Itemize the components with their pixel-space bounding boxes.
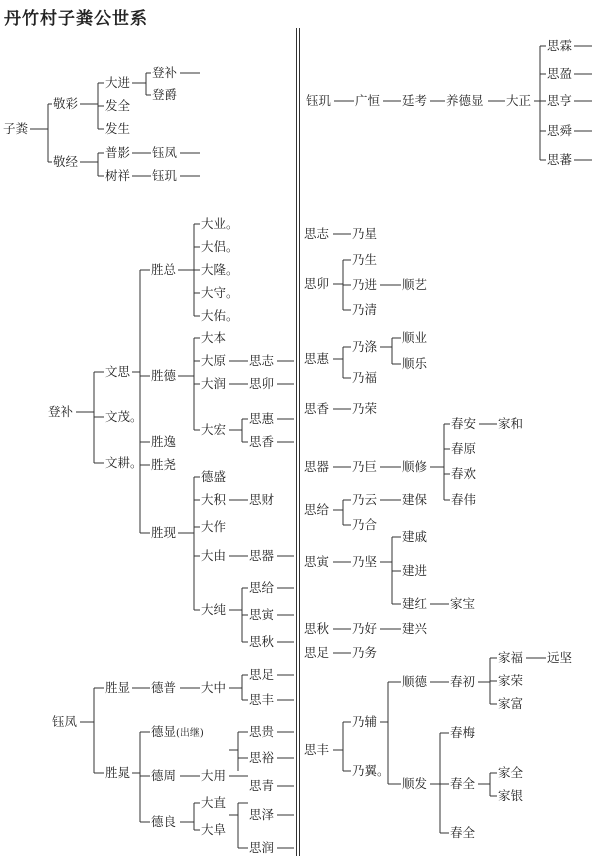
node-naijin: 乃进 (352, 277, 378, 292)
node-sixiang-left: 思香 (249, 434, 275, 449)
node-simao-left: 思卯 (249, 376, 275, 391)
node-shengkun: 胜晁 (105, 765, 131, 780)
node-deliang: 德良 (151, 814, 177, 829)
node-dengjue: 登爵 (152, 87, 178, 102)
node-chunyuan: 春原 (451, 441, 477, 456)
node-chain-0: 钰玑 (306, 93, 332, 108)
node-shuxiang: 树祥 (105, 168, 131, 183)
node-jiarong: 家荣 (498, 673, 524, 688)
node-sihui: 思惠 (304, 351, 330, 366)
node-chunmei: 春梅 (450, 725, 476, 740)
node-chunquan-2: 春全 (450, 825, 476, 840)
node-naiwu: 乃务 (352, 645, 378, 660)
node-sigui-left: 思贵 (249, 724, 275, 739)
node-dazhong: 大中 (201, 680, 227, 695)
node-puying: 普影 (105, 145, 131, 160)
node-shunfa: 顺发 (402, 776, 428, 791)
node-sifeng-left: 思丰 (249, 692, 275, 707)
node-naixing: 乃星 (352, 226, 378, 241)
node-faquan: 发全 (105, 98, 131, 113)
node-dezhou: 德周 (151, 768, 177, 783)
node-daben: 大本 (201, 330, 227, 345)
node-si-list-1: 思盈 (547, 66, 573, 81)
node-shunye: 顺业 (402, 330, 428, 345)
node-shengxian: 胜现 (151, 525, 177, 540)
node-shunle: 顺乐 (402, 356, 428, 371)
node-siqiu: 思秋 (304, 621, 330, 636)
node-yuanjian: 远坚 (547, 650, 573, 665)
node-siqi: 思器 (304, 459, 330, 474)
node-naijian: 乃坚 (352, 554, 378, 569)
node-chunchu: 春初 (450, 674, 476, 689)
node-chunan: 春安 (451, 416, 477, 431)
node-shengxian-2: 胜显 (105, 680, 131, 695)
node-jiancheng: 建戚 (402, 529, 428, 544)
node-jianjin: 建进 (402, 563, 428, 578)
node-siqiu-left: 思秋 (249, 634, 275, 649)
node-sigei: 思给 (304, 502, 330, 517)
node-dengbu-1: 登补 (152, 65, 178, 80)
node-yufeng-1: 钰凤 (152, 145, 178, 160)
node-dashou: 大守。 (201, 285, 239, 300)
node-dazuo: 大作 (201, 519, 227, 534)
node-yuwan-1: 钰玑 (152, 168, 178, 183)
node-jiahe: 家和 (498, 416, 524, 431)
node-wengeng: 文耕。 (105, 455, 143, 470)
node-chain-1: 广恒 (355, 93, 381, 108)
node-dalong: 大隆。 (201, 262, 239, 277)
node-sihui-left: 思惠 (249, 411, 275, 426)
node-nairong: 乃荣 (352, 401, 378, 416)
node-chunwei: 春伟 (451, 492, 477, 507)
node-sizhi: 思志 (304, 226, 330, 241)
node-sicai: 思财 (249, 492, 275, 507)
node-dayou-2: 大由 (201, 548, 227, 563)
node-sigei-left: 思给 (249, 580, 275, 595)
node-siyin-left: 思寅 (249, 607, 275, 622)
node-jingcai: 敬彩 (53, 96, 79, 111)
node-jiafu-2: 家富 (498, 696, 524, 711)
node-dayong: 大用 (201, 768, 227, 783)
node-daji: 大积 (201, 492, 227, 507)
node-wenmao: 文茂。 (105, 409, 143, 424)
node-darun: 大润 (201, 376, 227, 391)
node-dayou: 大佑。 (201, 308, 239, 323)
node-dachun: 大纯 (201, 602, 227, 617)
node-wensi: 文思 (105, 364, 131, 379)
node-shunxiu: 顺修 (402, 459, 428, 474)
node-dayuan: 大原 (201, 353, 227, 368)
node-jiaquan: 家全 (498, 765, 524, 780)
node-siqing-left: 思青 (249, 778, 275, 793)
node-chain-4: 大正 (506, 93, 532, 108)
node-sizhi-left: 思志 (249, 353, 275, 368)
node-si-list-2: 思亨 (547, 93, 573, 108)
node-siqi-left: 思器 (249, 548, 275, 563)
node-daye: 大业。 (201, 216, 239, 231)
node-si-list-0: 思霖 (547, 38, 573, 53)
node-simao: 思卯 (304, 276, 330, 291)
node-siyin: 思寅 (304, 554, 330, 569)
node-si-list-3: 思舜 (547, 123, 573, 138)
node-size-left: 思泽 (249, 807, 275, 822)
node-jianhong: 建红 (402, 596, 428, 611)
node-siyu-left: 思裕 (249, 750, 275, 765)
node-daping: 大阜 (201, 822, 227, 837)
node-sixiang: 思香 (304, 401, 330, 416)
node-desheng: 德盛 (201, 469, 227, 484)
node-naiyun: 乃云 (352, 492, 378, 507)
node-shengde: 胜德 (151, 368, 177, 383)
node-jiabao: 家宝 (450, 596, 476, 611)
node-chain-3: 养德显 (446, 93, 484, 108)
node-shunde: 顺德 (402, 674, 428, 689)
node-chain-2: 廷考 (402, 93, 428, 108)
node-naiqing: 乃清 (352, 302, 378, 317)
node-naiju: 乃巨 (352, 459, 378, 474)
node-jingjing: 敬经 (53, 154, 79, 169)
node-jiayin: 家银 (498, 788, 524, 803)
node-naihe: 乃合 (352, 517, 378, 532)
node-shengyao: 胜尧 (151, 457, 177, 472)
node-dahong: 大宏 (201, 422, 227, 437)
node-jianbao: 建保 (402, 492, 428, 507)
node-dalv: 大侣。 (201, 239, 239, 254)
node-sizu-left: 思足 (249, 667, 275, 682)
node-dexian: 德显(出继) (151, 724, 204, 739)
node-dajin: 大进 (105, 75, 131, 90)
node-yufeng-2: 钰凤 (52, 714, 78, 729)
node-fasheng: 发生 (105, 121, 131, 136)
node-chunhuan: 春欢 (451, 466, 477, 481)
node-naiyi: 乃翼。 (352, 763, 390, 778)
node-naifu-2: 乃辅 (352, 714, 378, 729)
node-naihao: 乃好 (352, 621, 378, 636)
node-jianxing: 建兴 (402, 621, 428, 636)
node-shengyi: 胜逸 (151, 434, 177, 449)
node-si-list-4: 思蕃 (547, 152, 573, 167)
node-sirun-left: 思润 (249, 840, 275, 855)
node-depu: 德普 (151, 680, 177, 695)
node-zifen: 子粪 (3, 121, 29, 136)
node-sizu: 思足 (304, 645, 330, 660)
node-dengbu-2: 登补 (48, 404, 74, 419)
node-naifu: 乃福 (352, 370, 378, 385)
node-jiafu: 家福 (498, 650, 524, 665)
node-dazhi: 大直 (201, 795, 227, 810)
node-shunyi: 顺艺 (402, 277, 428, 292)
node-sifeng: 思丰 (304, 742, 330, 757)
node-chunquan: 春全 (450, 776, 476, 791)
node-naitu: 乃涤 (352, 339, 378, 354)
node-shengzong: 胜总 (151, 262, 177, 277)
page-title: 丹竹村子粪公世系 (4, 9, 148, 29)
node-naisheng: 乃生 (352, 252, 378, 267)
